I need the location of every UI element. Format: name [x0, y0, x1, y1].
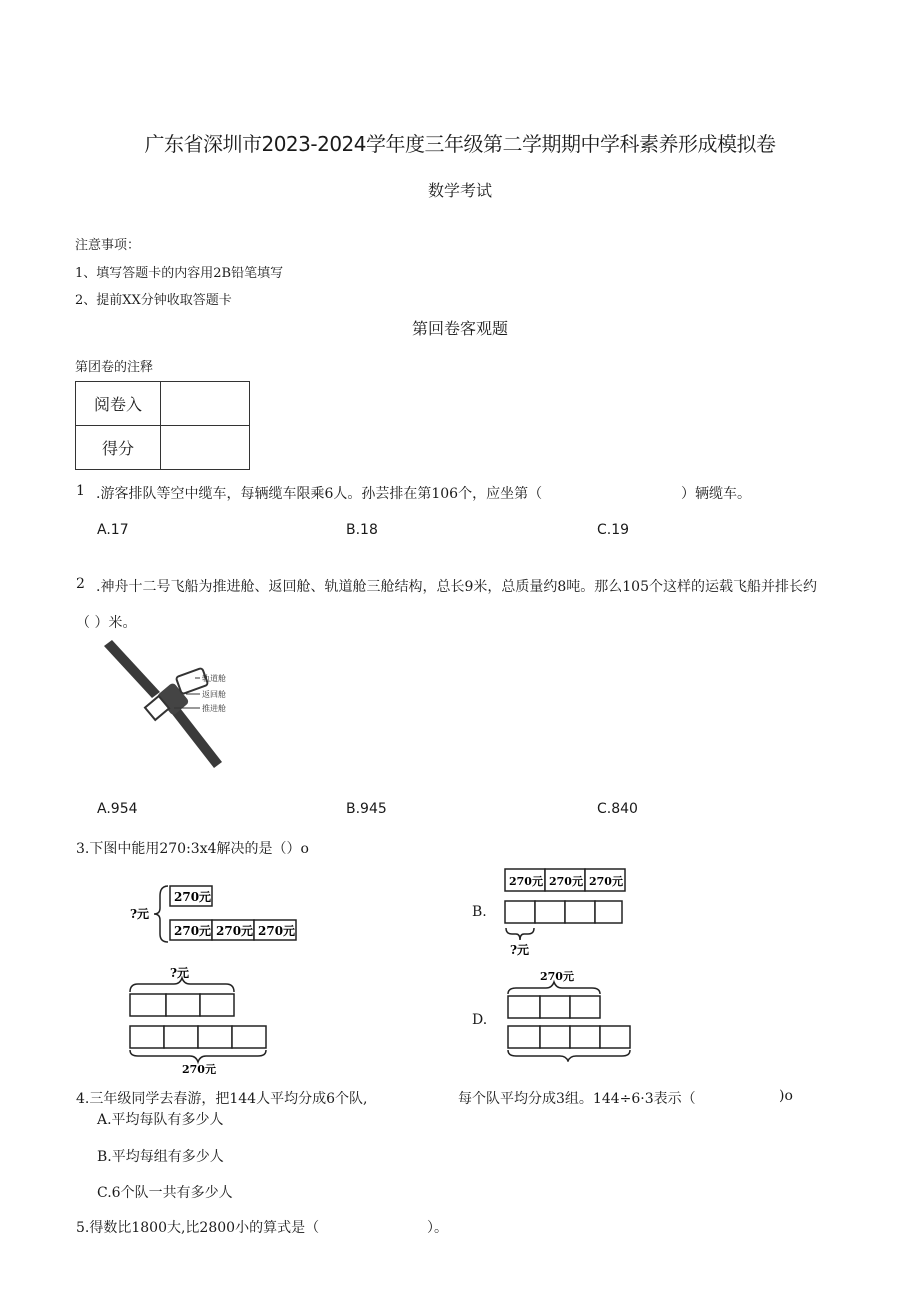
section-note: 第团卷的注释: [75, 360, 154, 375]
q4-option-c[interactable]: C.6个队一共有多少人: [97, 1185, 233, 1201]
a-brace: [154, 886, 168, 942]
d-bottom-box-2: [540, 1026, 570, 1048]
q2-text: .神舟十二号飞船为推进舱、返回舱、轨道舱三舱结构，总长9米，总质量约8吨。那么105个这样的运载飞船并排长约: [96, 579, 817, 595]
a-top-box-label: 270元: [174, 890, 212, 904]
q1-option-a[interactable]: A.17: [97, 522, 129, 538]
spacecraft-figure: [100, 636, 260, 774]
q4-tail: )o: [779, 1088, 793, 1104]
b-bottom-box-4: [595, 901, 622, 923]
q1-tail: ）辆缆车。: [681, 486, 751, 502]
b-top-label-3: 270元: [589, 875, 623, 888]
score-row-score: [76, 426, 250, 470]
reviewer-label: 阅卷入: [76, 382, 161, 426]
q2-option-a[interactable]: A.954: [97, 801, 138, 817]
q3-text: 3.下图中能用270:3x4解决的是（）o: [76, 841, 309, 857]
d-top-box-3: [570, 996, 600, 1018]
diagram-option-c[interactable]: [126, 964, 276, 1074]
d-bottom-brace: [508, 1050, 630, 1061]
q2-option-b[interactable]: B.945: [346, 801, 387, 817]
note-item-1: 1、填写答题卡的内容用2B铅笔填写: [75, 266, 284, 281]
q1-option-b[interactable]: B.18: [346, 522, 378, 538]
d-bottom-box-1: [508, 1026, 540, 1048]
c-bottom-box-3: [198, 1026, 232, 1048]
b-top-label-2: 270元: [549, 875, 583, 888]
section-title: 第回卷客观题: [411, 319, 508, 338]
q2-text-line2: （ ）米。: [76, 615, 137, 631]
diagram-option-d[interactable]: [504, 966, 636, 1062]
diagram-option-b[interactable]: [500, 866, 630, 962]
q4-text-a: 4.三年级同学去春游，把144人平均分成6个队,: [76, 1091, 368, 1107]
solar-panel-lower: [172, 708, 222, 768]
q5-tail: ）。: [427, 1220, 448, 1236]
label-return-module: 返回舱: [202, 690, 226, 699]
label-propulsion-module: 推进舱: [202, 704, 226, 713]
q4-option-b[interactable]: B.平均每组有多少人: [97, 1149, 224, 1165]
c-top-box-3: [200, 994, 234, 1016]
b-bottom-box-2: [535, 901, 565, 923]
q4-option-a[interactable]: A.平均每队有多少人: [97, 1112, 224, 1128]
d-top-box-2: [540, 996, 570, 1018]
note-item-2: 2、提前XX分钟收取答题卡: [75, 293, 232, 308]
score-table: [75, 381, 250, 470]
a-bottom-label-2: 270元: [216, 924, 254, 938]
score-cell[interactable]: [161, 426, 250, 470]
c-bottom-box-2: [164, 1026, 198, 1048]
b-brace: [506, 928, 534, 940]
q1-text: .游客排队等空中缆车，每辆缆车限乘6人。孙芸排在第106个，应坐第（: [96, 486, 543, 502]
reviewer-cell[interactable]: [161, 382, 250, 426]
c-bottom-brace: [130, 1050, 266, 1062]
diagram-option-a[interactable]: [128, 878, 308, 948]
b-bottom-box-3: [565, 901, 595, 923]
notes-heading: 注意事项：: [75, 238, 141, 253]
q4-text-b: 每个队平均分成3组。144÷6·3表示（: [458, 1091, 696, 1107]
q2-option-c[interactable]: C.840: [597, 801, 638, 817]
a-bottom-label-3: 270元: [258, 924, 296, 938]
b-bottom-box-1: [505, 901, 535, 923]
c-bottom-box-1: [130, 1026, 164, 1048]
q1-number: 1: [76, 483, 85, 499]
c-unknown-label: ?元: [170, 966, 190, 980]
solar-panel-upper: [104, 640, 160, 698]
option-b-label: B.: [472, 904, 487, 920]
b-top-label-1: 270元: [509, 875, 543, 888]
q5-text: 5.得数比1800大,比2800小的算式是（: [76, 1220, 320, 1236]
a-unknown-label: ?元: [130, 907, 150, 921]
score-row-reviewer: [76, 382, 250, 426]
d-top-brace: [508, 982, 600, 994]
exam-title: 广东省深圳市2023-2024学年度三年级第二学期期中学科素养形成模拟卷: [144, 132, 776, 156]
d-top-box-1: [508, 996, 540, 1018]
c-top-brace: [130, 978, 234, 992]
option-d-label: D.: [472, 1012, 488, 1028]
q2-number: 2: [76, 576, 85, 592]
d-bottom-box-3: [570, 1026, 600, 1048]
c-bottom-box-4: [232, 1026, 266, 1048]
score-label: 得分: [76, 426, 161, 470]
d-top-label: 270元: [540, 970, 574, 983]
exam-subtitle: 数学考试: [427, 181, 492, 200]
c-bottom-label: 270元: [182, 1063, 216, 1074]
d-bottom-box-4: [600, 1026, 630, 1048]
q1-option-c[interactable]: C.19: [597, 522, 630, 538]
label-orbital-module: 轨道舱: [202, 674, 226, 683]
c-top-box-2: [166, 994, 200, 1016]
c-top-box-1: [130, 994, 166, 1016]
b-unknown-label: ?元: [510, 943, 530, 957]
a-bottom-label-1: 270元: [174, 924, 212, 938]
